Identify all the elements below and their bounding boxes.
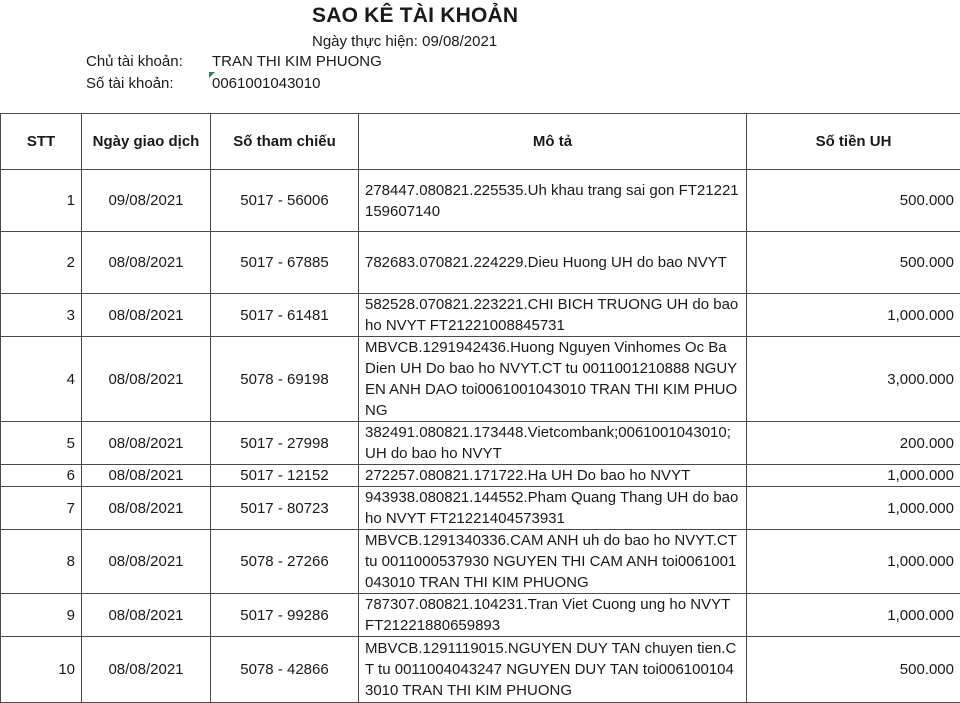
row-description: 272257.080821.171722.Ha UH Do bao ho NVYT [359,465,747,487]
transaction-table [0,113,960,703]
table-row [1,422,960,465]
row-description: 382491.080821.173448.Vietcombank;0061001043010;UH do bao ho NVYT [359,422,747,465]
row-date: 08/08/2021 [82,422,211,465]
row-date: 08/08/2021 [82,294,211,337]
row-reference: 5017 - 99286 [211,594,359,637]
row-reference: 5017 - 61481 [211,294,359,337]
row-date: 08/08/2021 [82,487,211,530]
row-amount: 500.000 [747,232,960,294]
row-reference: 5017 - 27998 [211,422,359,465]
row-reference: 5078 - 42866 [211,637,359,703]
row-stt: 10 [1,637,82,703]
table-row [1,487,960,530]
table-row [1,637,960,703]
row-amount: 200.000 [747,422,960,465]
column-header-reference: Số tham chiếu [211,114,359,170]
row-reference: 5017 - 56006 [211,170,359,232]
row-date: 08/08/2021 [82,465,211,487]
row-stt: 9 [1,594,82,637]
statement-title: SAO KÊ TÀI KHOẢN [312,4,518,28]
row-stt: 4 [1,337,82,422]
row-description: 582528.070821.223221.CHI BICH TRUONG UH do bao ho NVYT FT21221008845731 [359,294,747,337]
row-reference: 5017 - 67885 [211,232,359,294]
row-amount: 1,000.000 [747,530,960,594]
row-stt: 6 [1,465,82,487]
row-amount: 1,000.000 [747,294,960,337]
row-stt: 5 [1,422,82,465]
table-row [1,530,960,594]
row-reference: 5078 - 69198 [211,337,359,422]
row-stt: 8 [1,530,82,594]
row-description: MBVCB.1291340336.CAM ANH uh do bao ho NVYT.CT tu 0011000537930 NGUYEN THI CAM ANH toi0061001043010 TRAN THI KIM PHUONG [359,530,747,594]
column-header-amount: Số tiền UH [747,114,960,170]
table-row [1,294,960,337]
table-row [1,170,960,232]
row-reference: 5017 - 12152 [211,465,359,487]
account-number-label: Số tài khoản: [86,75,174,92]
table-row [1,594,960,637]
row-amount: 500.000 [747,170,960,232]
table-row [1,465,960,487]
row-amount: 3,000.000 [747,337,960,422]
row-amount: 1,000.000 [747,594,960,637]
row-date: 08/08/2021 [82,594,211,637]
row-reference: 5017 - 80723 [211,487,359,530]
account-owner-label: Chủ tài khoản: [86,53,183,70]
table-header-row [1,114,960,170]
row-date: 08/08/2021 [82,530,211,594]
row-description: 943938.080821.144552.Pham Quang Thang UH do bao ho NVYT FT21221404573931 [359,487,747,530]
row-stt: 2 [1,232,82,294]
row-date: 08/08/2021 [82,337,211,422]
row-date: 08/08/2021 [82,637,211,703]
row-description: 782683.070821.224229.Dieu Huong UH do bao NVYT [359,232,747,294]
row-amount: 500.000 [747,637,960,703]
row-date: 09/08/2021 [82,170,211,232]
table-row [1,337,960,422]
account-number-value: 0061001043010 [212,75,320,92]
row-stt: 7 [1,487,82,530]
account-owner-value: TRAN THI KIM PHUONG [212,53,382,70]
row-description: 787307.080821.104231.Tran Viet Cuong ung ho NVYT FT21221880659893 [359,594,747,637]
row-stt: 1 [1,170,82,232]
row-amount: 1,000.000 [747,487,960,530]
column-header-date: Ngày giao dịch [82,114,211,170]
table-row [1,232,960,294]
row-description: 278447.080821.225535.Uh khau trang sai gon FT21221159607140 [359,170,747,232]
execution-date: Ngày thực hiện: 09/08/2021 [312,33,497,50]
column-header-description: Mô tả [359,114,747,170]
row-reference: 5078 - 27266 [211,530,359,594]
row-amount: 1,000.000 [747,465,960,487]
row-stt: 3 [1,294,82,337]
column-header-stt: STT [1,114,82,170]
row-description: MBVCB.1291119015.NGUYEN DUY TAN chuyen tien.CT tu 0011004043247 NGUYEN DUY TAN toi0061001043010 TRAN THI KIM PHUONG [359,637,747,703]
row-description: MBVCB.1291942436.Huong Nguyen Vinhomes Oc Ba Dien UH Do bao ho NVYT.CT tu 0011001210888 NGUYEN ANH DAO toi0061001043010 TRAN THI KIM PHUONG [359,337,747,422]
row-date: 08/08/2021 [82,232,211,294]
cell-comment-marker [209,72,215,78]
